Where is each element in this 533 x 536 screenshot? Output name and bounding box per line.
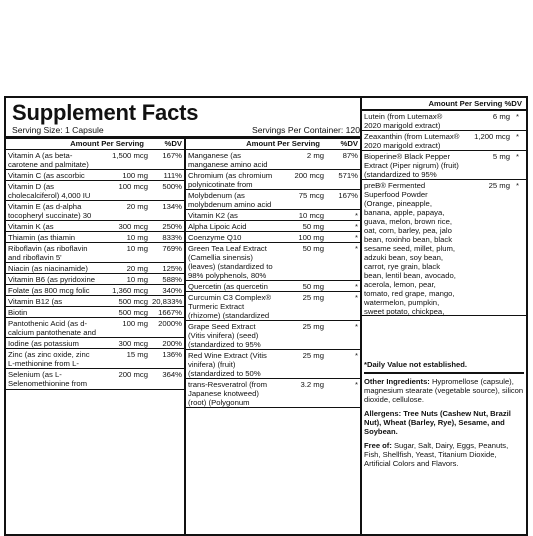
ingredient-dv: 833% <box>162 233 182 242</box>
ingredient-name: trans-Resveratrol (from Japanese knotweed) (root) (Polygonum <box>188 380 268 407</box>
ingredient-amount: 15 mg <box>126 350 148 359</box>
ingredient-dv: 250% <box>162 222 182 231</box>
amount-header: Amount Per Serving <box>246 139 320 148</box>
other-ingredients <box>364 377 524 404</box>
col1-row <box>6 150 184 170</box>
ingredient-dv: * <box>355 351 358 360</box>
ingredient-amount: 25 mg <box>488 181 510 190</box>
daily-value-note: *Daily Value not established. <box>364 360 524 374</box>
ingredient-amount: 6 mg <box>492 112 510 121</box>
ingredient-name: Zeaxanthin (from Lutemax® 2020 marigold extract) <box>364 132 460 150</box>
ingredient-dv: 134% <box>162 202 182 211</box>
ingredient-name: Vitamin C (as ascorbic <box>8 171 85 180</box>
ingredient-amount: 10 mg <box>126 275 148 284</box>
column-3 <box>362 98 526 316</box>
ingredient-dv: * <box>355 293 358 302</box>
ingredient-dv: * <box>355 322 358 331</box>
other-ingredients-text: Hypromellose (capsule), magnesium stearate (vegetable source), silicon dioxide, cellulose. <box>364 377 524 404</box>
free-of-text: Sugar, Salt, Dairy, Eggs, Peanuts, Fish, Shellfish, Yeast, Titanium Dioxide, Artificial Colors and Flavors. <box>364 441 509 468</box>
ingredient-dv: 364% <box>162 370 182 379</box>
ingredient-amount: 50 mg <box>302 282 324 291</box>
ingredient-amount: 200 mcg <box>294 171 324 180</box>
column-2 <box>186 139 360 408</box>
ingredient-dv: 125% <box>162 264 182 273</box>
ingredient-amount: 100 mcg <box>118 182 148 191</box>
free-of-label: Free of: <box>364 441 392 450</box>
col2-row <box>186 243 360 281</box>
ingredient-name: Vitamin B6 (as pyridoxine <box>8 275 96 284</box>
ingredient-name: Green Tea Leaf Extract (Camellia sinensis) (leaves) (standardized to 98% polyphenols, 80% <box>188 244 273 280</box>
col1-row <box>6 201 184 221</box>
col2-row <box>186 350 360 379</box>
ingredient-amount: 10 mg <box>126 233 148 242</box>
column-2-header <box>186 139 360 150</box>
ingredient-name: Vitamin B12 (as <box>8 297 63 306</box>
col3-row <box>362 151 526 180</box>
ingredient-amount: 25 mg <box>302 351 324 360</box>
col1-row <box>6 221 184 232</box>
amount-header: Amount Per Serving <box>70 139 144 148</box>
ingredient-dv: * <box>516 181 519 190</box>
ingredient-dv: * <box>355 222 358 231</box>
ingredient-dv: * <box>516 112 519 121</box>
ingredient-amount: 200 mcg <box>118 370 148 379</box>
ingredient-dv: 167% <box>338 191 358 200</box>
ingredient-dv: 571% <box>338 171 358 180</box>
ingredient-amount: 500 mcg <box>118 297 148 306</box>
ingredient-amount: 1,500 mcg <box>112 151 148 160</box>
serving-size: Serving Size: 1 Capsule <box>12 125 104 135</box>
ingredient-name: Iodine (as potassium <box>8 339 79 348</box>
ingredient-amount: 1,200 mcg <box>474 132 510 141</box>
ingredient-name: Lutein (from Lutemax® 2020 marigold extract) <box>364 112 443 130</box>
ingredient-name: Curcumin C3 Complex® Turmeric Extract (rhizome) (standardized <box>188 293 271 320</box>
col2-row <box>186 321 360 350</box>
ingredient-dv: * <box>516 152 519 161</box>
ingredient-name: Vitamin K2 (as <box>188 211 238 220</box>
ingredient-amount: 3.2 mg <box>300 380 324 389</box>
ingredient-dv: * <box>355 282 358 291</box>
ingredient-amount: 25 mg <box>302 293 324 302</box>
col2-row <box>186 150 360 170</box>
ingredient-amount: 20 mg <box>126 264 148 273</box>
ingredient-amount: 20 mg <box>126 202 148 211</box>
ingredient-amount: 500 mcg <box>118 308 148 317</box>
ingredient-dv: 1667% <box>158 308 182 317</box>
col1-row <box>6 232 184 243</box>
col3-row <box>362 180 526 316</box>
col1-row <box>6 263 184 274</box>
ingredient-name: Coenzyme Q10 <box>188 233 242 242</box>
ingredient-amount: 2 mg <box>306 151 324 160</box>
col1-row <box>6 318 184 338</box>
ingredient-dv: * <box>355 380 358 389</box>
column-1-header <box>6 139 184 150</box>
ingredient-name: Niacin (as niacinamide) <box>8 264 88 273</box>
col1-row <box>6 349 184 369</box>
ingredient-dv: 500% <box>162 182 182 191</box>
ingredient-amount: 100 mg <box>122 319 148 328</box>
ingredient-amount: 50 mg <box>302 222 324 231</box>
col3-row <box>362 131 526 151</box>
other-ingredients-label: Other Ingredients: <box>364 377 430 386</box>
ingredient-name: Selenium (as L-Selenomethionine from <box>8 370 88 388</box>
ingredient-amount: 300 mcg <box>118 339 148 348</box>
col2-row <box>186 221 360 232</box>
ingredient-dv: 111% <box>163 171 182 180</box>
ingredient-amount: 1,360 mcg <box>112 286 148 295</box>
col1-row <box>6 170 184 181</box>
ingredient-name: Zinc (as zinc oxide, zinc L-methionine from L- <box>8 350 90 368</box>
ingredient-name: Bioperine® Black Pepper Extract (Piper nigrum) (fruit) (standardized to 95% <box>364 152 459 179</box>
ingredient-name: Vitamin A (as beta-carotene and palmitate) <box>8 151 89 169</box>
ingredient-dv: 588% <box>162 275 182 284</box>
ingredient-amount: 100 mg <box>122 171 148 180</box>
ingredient-dv: 87% <box>342 151 358 160</box>
allergens: Allergens: Tree Nuts (Cashew Nut, Brazil Nut), Wheat (Barley, Rye), Sesame, and Soybean. <box>364 409 511 436</box>
ingredient-amount: 10 mcg <box>298 211 324 220</box>
col3-row <box>362 111 526 131</box>
ingredient-amount: 5 mg <box>492 152 510 161</box>
column-3-header: Amount Per Serving %DV <box>362 98 526 111</box>
panel-title: Supplement Facts <box>12 100 199 125</box>
col2-row <box>186 170 360 190</box>
ingredient-dv: 167% <box>162 151 182 160</box>
ingredient-dv: * <box>516 132 519 141</box>
col1-row <box>6 307 184 318</box>
col1-row <box>6 243 184 263</box>
col2-row <box>186 281 360 292</box>
free-of <box>364 441 524 468</box>
ingredient-name: Biotin <box>8 308 28 317</box>
ingredient-name: Vitamin D (as cholecalciferol) 4,000 IU <box>8 182 91 200</box>
servings-per-container: Servings Per Container: 120 <box>252 125 360 135</box>
col1-row <box>6 274 184 285</box>
ingredient-amount: 100 mg <box>298 233 324 242</box>
column-1 <box>6 139 184 390</box>
ingredient-dv: 136% <box>162 350 182 359</box>
col2-row <box>186 190 360 210</box>
ingredient-name: Vitamin K (as <box>8 222 54 231</box>
dv-header: %DV <box>164 139 182 148</box>
ingredient-amount: 50 mg <box>302 244 324 253</box>
notes-block <box>364 360 524 468</box>
col2-row <box>186 210 360 221</box>
ingredient-name: preB® Fermented Superfood Powder (Orange, pineapple, banana, apple, papaya, guava, melon, brown rice, oat, corn, barley, pea, jalo bean, roxinho bean, black sesame seed, millet, plum, adzuki bean, soy bean, carrot, rye grain, black bean, lentil bean, avocado, acerola, lemon, pear, tomato, red grape, mango, watermelon, pumpkin, sweet potato, chickpea, <box>364 181 456 316</box>
ingredient-dv: 769% <box>162 244 182 253</box>
ingredient-dv: 2000% <box>158 319 182 328</box>
col1-row <box>6 369 184 390</box>
ingredient-dv: * <box>355 211 358 220</box>
col1-row <box>6 296 184 307</box>
ingredient-amount: 75 mcg <box>298 191 324 200</box>
ingredient-name: Red Wine Extract (Vitis vinifera) (fruit) (standardized to 50% <box>188 351 267 378</box>
col1-row <box>6 338 184 349</box>
ingredient-name: Quercetin (as quercetin <box>188 282 268 291</box>
ingredient-amount: 300 mcg <box>118 222 148 231</box>
ingredient-name: Thiamin (as thiamin <box>8 233 76 242</box>
ingredient-name: Chromium (as chromium polynicotinate from <box>188 171 273 189</box>
ingredient-name: Alpha Lipoic Acid <box>188 222 247 231</box>
ingredient-amount: 25 mg <box>302 322 324 331</box>
ingredient-dv: 200% <box>162 339 182 348</box>
ingredient-amount: 10 mg <box>126 244 148 253</box>
ingredient-name: Vitamin E (as d-alpha tocopheryl succinate) 30 <box>8 202 92 220</box>
col1-row <box>6 181 184 201</box>
ingredient-dv: 340% <box>162 286 182 295</box>
ingredient-dv: * <box>355 244 358 253</box>
ingredient-dv: 20,833% <box>152 297 183 306</box>
col2-row <box>186 379 360 408</box>
ingredient-dv: * <box>355 233 358 242</box>
ingredient-name: Molybdenum (as molybdenum amino acid <box>188 191 272 209</box>
col1-row <box>6 285 184 296</box>
ingredient-name: Grape Seed Extract (Vitis vinifera) (seed) (standardized to 95% <box>188 322 261 349</box>
col2-row <box>186 292 360 321</box>
ingredient-name: Pantothenic Acid (as d-calcium pantothenate and <box>8 319 97 337</box>
col2-row <box>186 232 360 243</box>
supplement-facts-panel <box>4 96 528 536</box>
ingredient-name: Riboflavin (as riboflavin and riboflavin 5' <box>8 244 88 262</box>
ingredient-name: Folate (as 800 mcg folic <box>8 286 90 295</box>
ingredient-name: Manganese (as manganese amino acid <box>188 151 268 169</box>
dv-header: %DV <box>340 139 358 148</box>
